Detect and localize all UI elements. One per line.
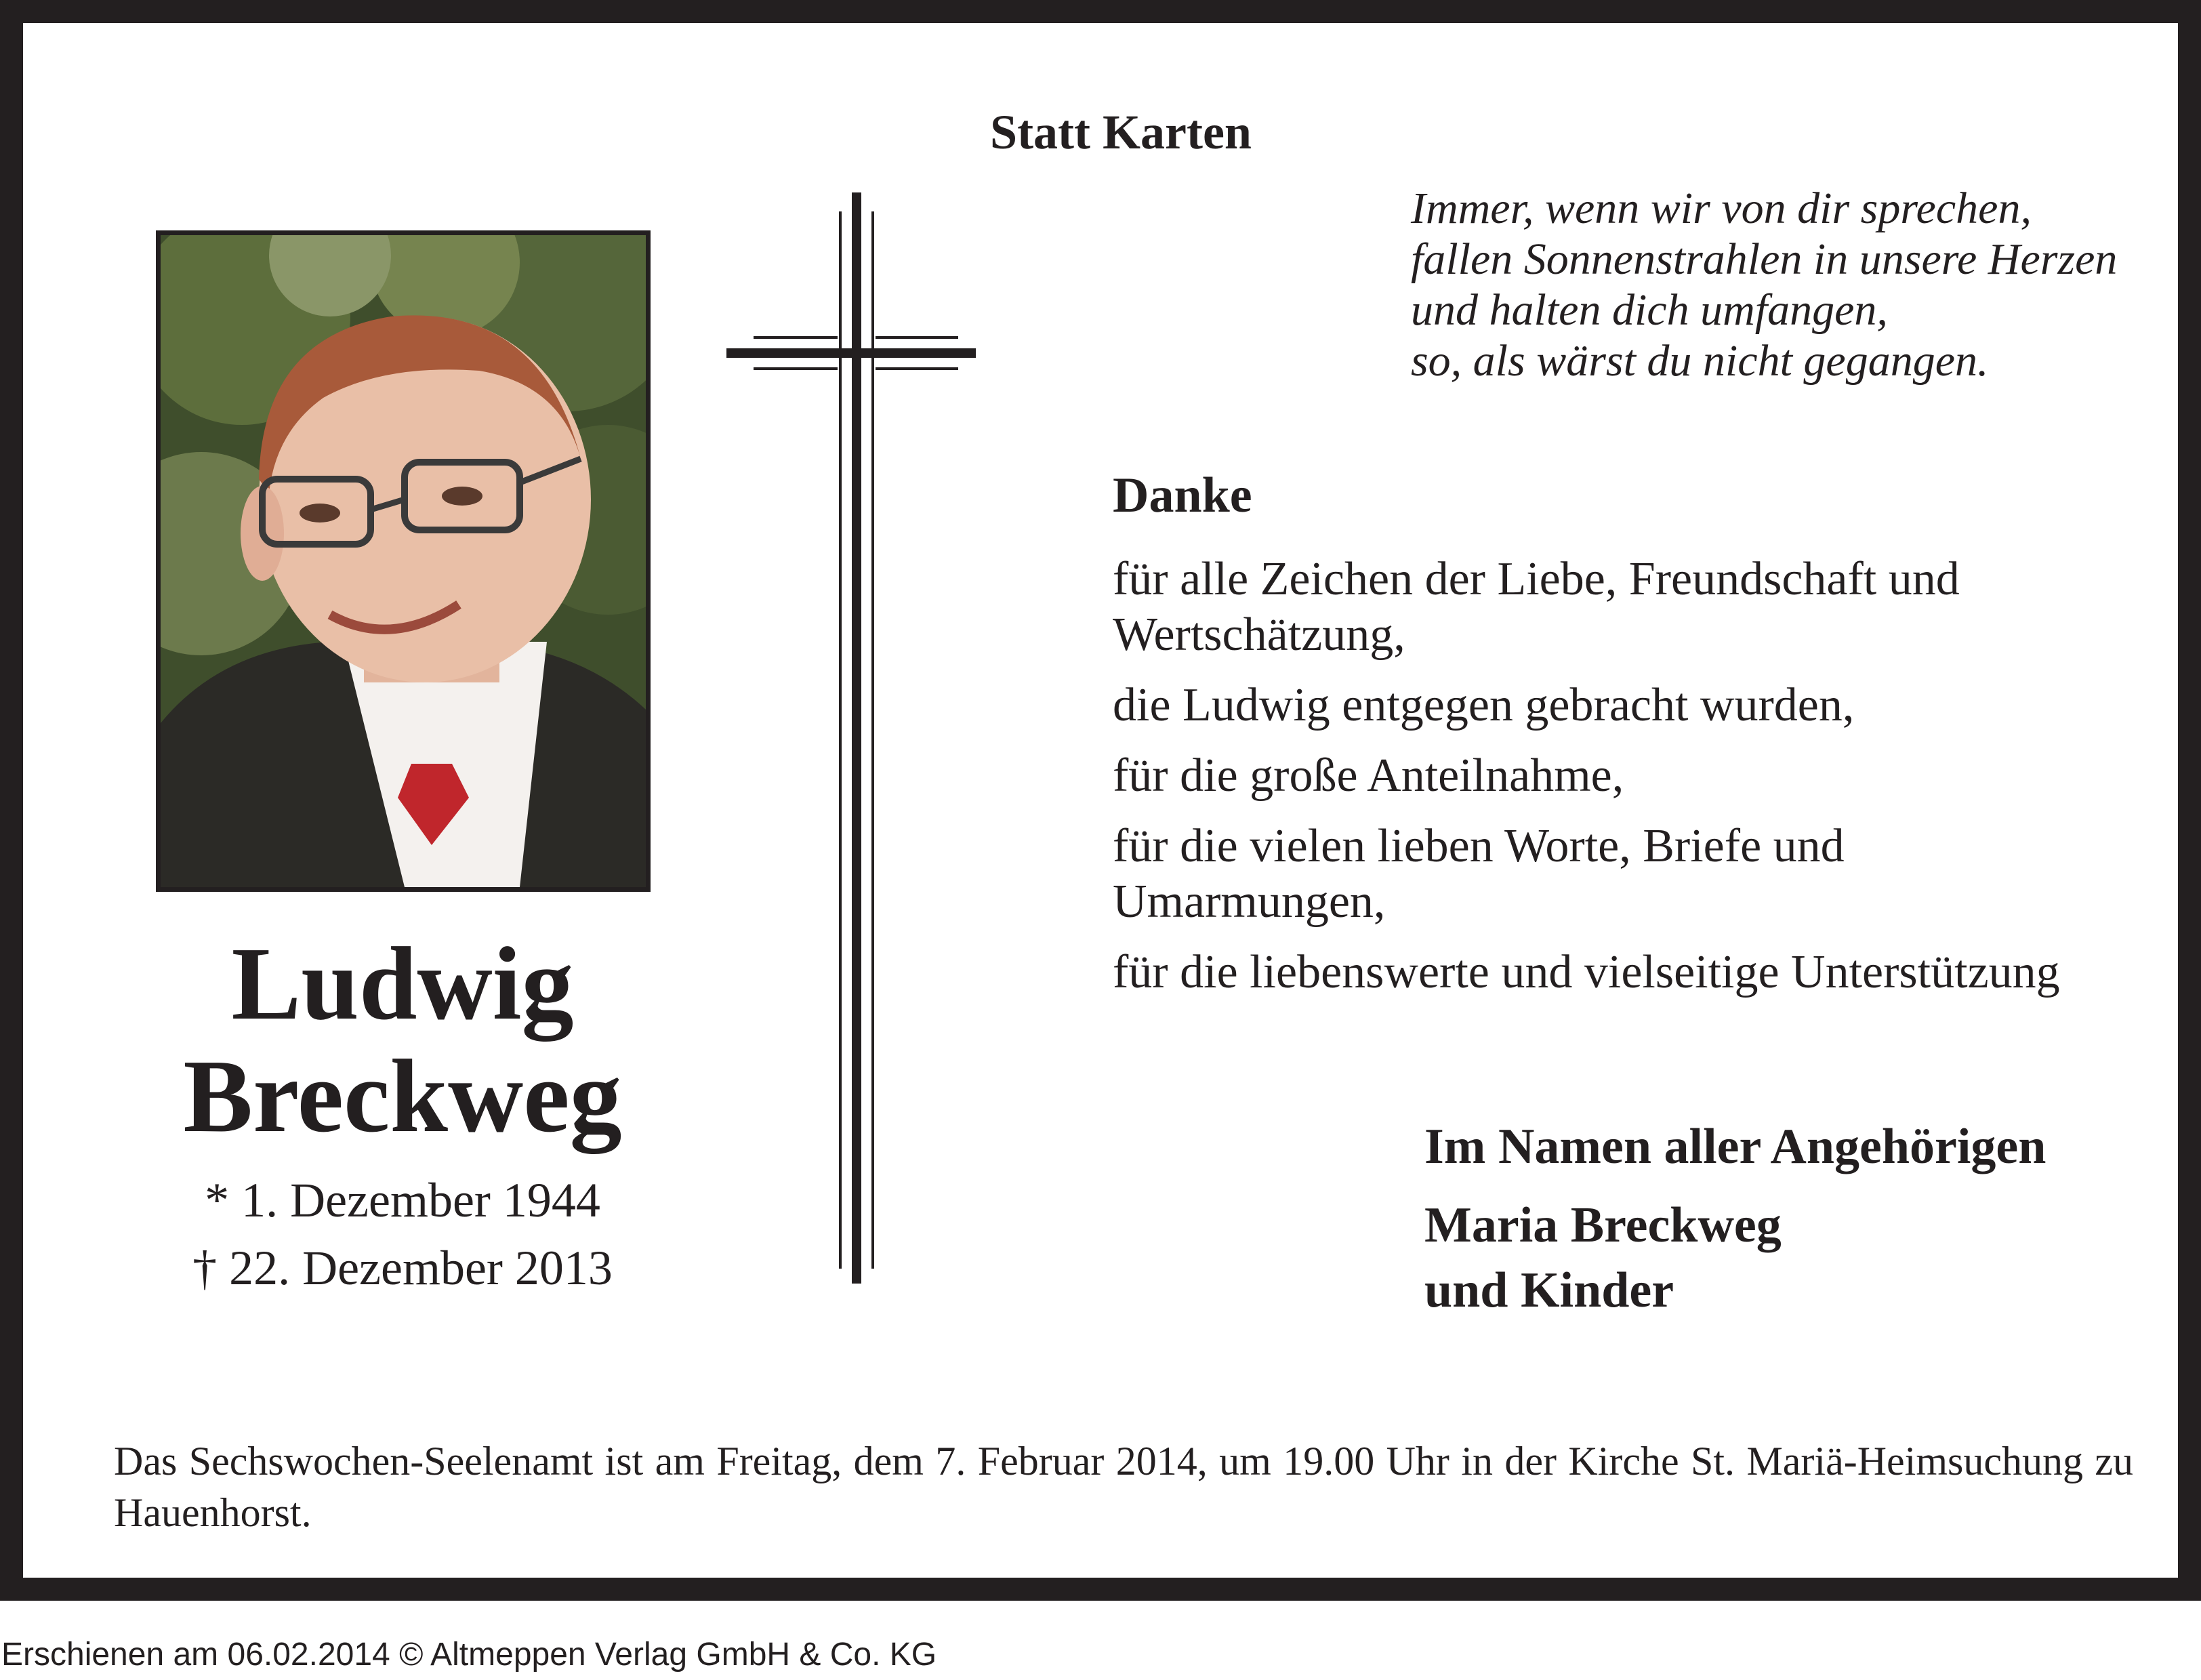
thanks-section — [1113, 465, 2170, 1015]
thanks-line: die Ludwig entgegen gebracht wurden, — [1113, 679, 1855, 731]
thanks-title: Danke — [1113, 468, 1252, 523]
publication-footer: Erschienen am 06.02.2014 © Altmeppen Verlag GmbH & Co. KG — [1, 1637, 937, 1673]
signature-name: Maria Breckweg — [1424, 1197, 1782, 1253]
life-dates — [125, 1166, 680, 1302]
poem-line: so, als wärst du nicht gegangen. — [1411, 336, 1989, 386]
poem-line: fallen Sonnenstrahlen in unsere Herzen — [1411, 234, 2118, 284]
header-title: Statt Karten — [990, 105, 1252, 159]
thanks-line: für die vielen lieben Worte, Briefe und Umarmungen, — [1113, 820, 1845, 928]
service-notice: Das Sechswochen-Seelenamt ist am Freitag, dem 7. Februar 2014, um 19.00 Uhr in der Kirche St. Mariä-Heimsuchung zu Hauenhorst. — [114, 1439, 2133, 1535]
thanks-line: für alle Zeichen der Liebe, Freundschaft und Wertschätzung, — [1113, 553, 1960, 661]
deceased-block — [125, 928, 680, 1302]
poem-line: Immer, wenn wir von dir sprechen, — [1411, 184, 2032, 233]
signature — [1424, 1114, 2190, 1323]
birth-date: * 1. Dezember 1944 — [205, 1173, 600, 1227]
poem-line: und halten dich umfangen, — [1411, 285, 1888, 335]
signature-intro: Im Namen aller Angehörigen — [1424, 1119, 2046, 1174]
signature-family: und Kinder — [1424, 1263, 1674, 1318]
poem — [1411, 183, 2190, 386]
last-name: Breckweg — [183, 1039, 622, 1154]
thanks-line: für die große Anteilnahme, — [1113, 750, 1624, 802]
portrait-photo — [156, 230, 651, 892]
cross-icon — [726, 192, 984, 1284]
first-name: Ludwig — [231, 926, 574, 1042]
thanks-line: für die liebenswerte und vielseitige Unterstützung — [1113, 946, 2060, 998]
death-date: † 22. Dezember 2013 — [192, 1241, 613, 1295]
portrait-photo-image — [161, 235, 646, 887]
